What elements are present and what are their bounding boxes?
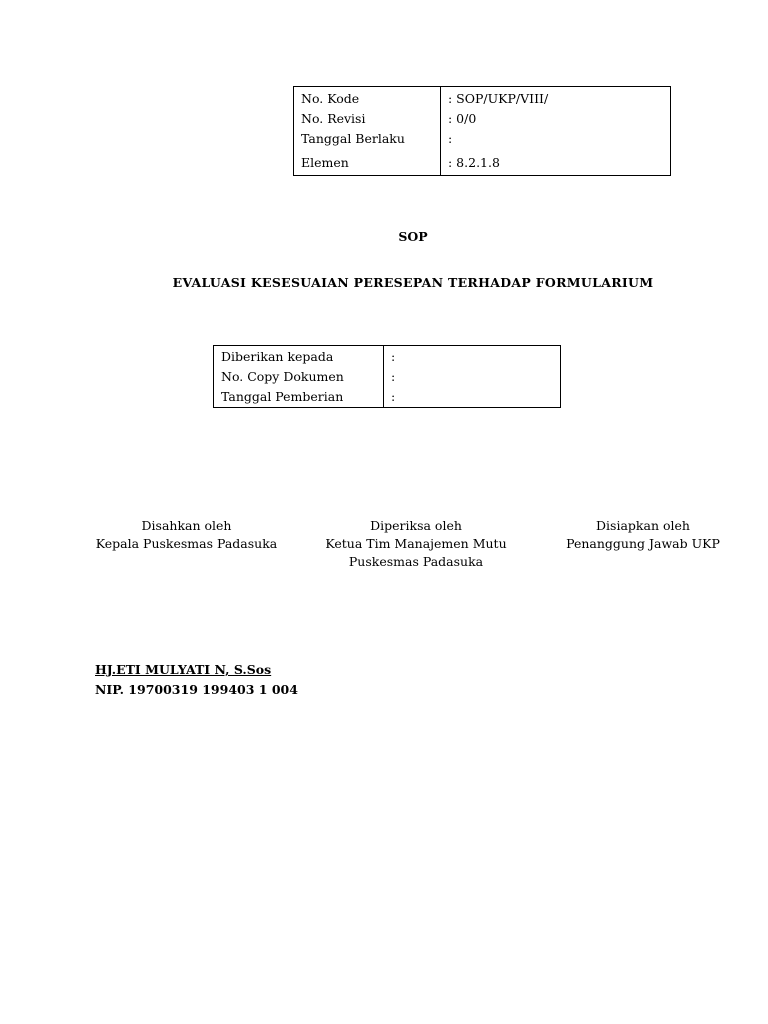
signatory-checked-by	[303, 517, 529, 571]
signatory-title-cont: Puskesmas Padasuka	[348, 554, 484, 569]
effective-date-value: :	[448, 131, 453, 146]
document-info-table	[293, 86, 671, 176]
distribution-table	[213, 345, 561, 408]
doc-code-value: : SOP/UKP/VIII/	[448, 91, 549, 106]
effective-date-label: Tanggal Berlaku	[294, 129, 441, 153]
document-title: EVALUASI KESESUAIAN PERESEPAN TERHADAP FORMULARIUM	[172, 275, 654, 290]
revision-value: : 0/0	[448, 111, 477, 126]
document-heading: SOP	[398, 229, 428, 244]
signatory-title: Ketua Tim Manajemen Mutu	[325, 536, 507, 551]
signatory-title: Penanggung Jawab UKP	[566, 536, 720, 551]
given-to-value: :	[391, 349, 396, 364]
doc-code-label: No. Kode	[294, 87, 441, 110]
revision-label: No. Revisi	[294, 109, 441, 129]
copy-number-value: :	[391, 369, 396, 384]
element-label: Elemen	[294, 153, 441, 176]
copy-number-label: No. Copy Dokumen	[214, 367, 384, 387]
approver-nip: NIP. 19700319 199403 1 004	[95, 682, 298, 697]
signatory-prepared-by	[545, 517, 741, 553]
given-to-label: Diberikan kepada	[214, 346, 384, 368]
signatory-title: Kepala Puskesmas Padasuka	[95, 536, 278, 551]
issue-date-value: :	[391, 389, 396, 404]
approver-name: HJ.ETI MULYATI N, S.Sos	[95, 662, 272, 677]
signatory-role: Diperiksa oleh	[370, 518, 462, 533]
element-value: : 8.2.1.8	[448, 155, 500, 170]
issue-date-label: Tanggal Pemberian	[214, 387, 384, 408]
signatory-approved-by	[80, 517, 293, 553]
signatory-role: Disiapkan oleh	[596, 518, 690, 533]
signatory-role: Disahkan oleh	[141, 518, 232, 533]
